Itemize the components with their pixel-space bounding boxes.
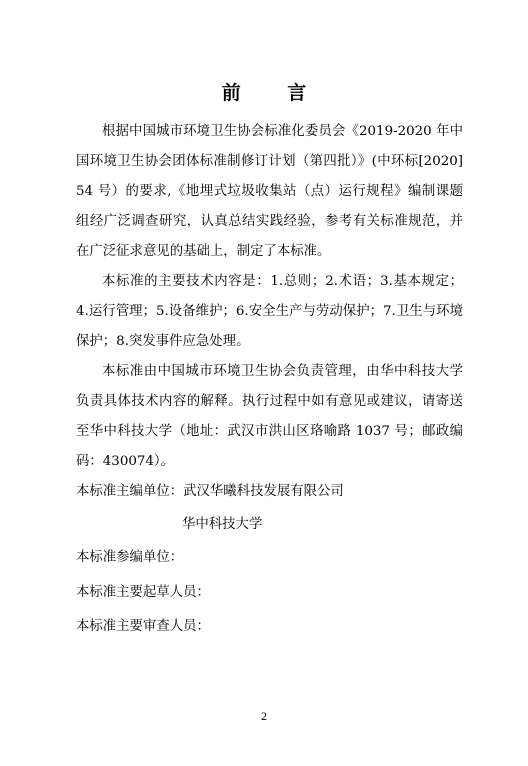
- chief-editor-unit: 华中科技大学: [182, 517, 263, 532]
- paragraph-line: 负责具体技术内容的解释。执行过程中如有意见或建议，请寄送: [76, 394, 463, 409]
- paragraph-line: 组经广泛调查研究，认真总结实践经验，参考有关标准规范，并: [76, 214, 463, 229]
- paragraph-line: 保护；8.突发事件应急处理。: [76, 334, 250, 349]
- paragraph-line: 本标准由中国城市环境卫生协会负责管理，由华中科技大学: [102, 364, 463, 379]
- paragraph-line: 至华中科技大学（地址：武汉市洪山区珞喻路 1037 号；邮政编: [76, 424, 463, 439]
- page-number: 2: [261, 709, 267, 723]
- participating-units-label: 本标准参编单位：: [76, 550, 184, 565]
- paragraph-line: 54 号）的要求,《地埋式垃圾收集站（点）运行规程》编制课题: [76, 184, 463, 199]
- paragraph-line: 本标准的主要技术内容是：1.总则；2.术语；3.基本规定；: [102, 274, 463, 289]
- paragraph-line: 国环境卫生协会团体标准制修订计划（第四批）》(中环标[2020]: [76, 154, 463, 169]
- drafters-label: 本标准主要起草人员：: [76, 585, 210, 600]
- reviewers-label: 本标准主要审查人员：: [76, 619, 210, 634]
- paragraph-line: 根据中国城市环境卫生协会标准化委员会《2019-2020 年中: [102, 124, 463, 139]
- chief-editor-label: 本标准主编单位：: [76, 484, 184, 499]
- paragraph-line: 4.运行管理；5.设备维护；6.安全生产与劳动保护；7.卫生与环境: [76, 304, 463, 319]
- paragraph-line: 码：430074）。: [76, 454, 174, 469]
- chief-editor-line: [76, 484, 344, 500]
- chief-editor-unit: 武汉华曦科技发展有限公司: [183, 484, 344, 499]
- paragraph-line: 在广泛征求意见的基础上，制定了本标准。: [76, 244, 331, 259]
- page-title: 前 言: [221, 82, 327, 104]
